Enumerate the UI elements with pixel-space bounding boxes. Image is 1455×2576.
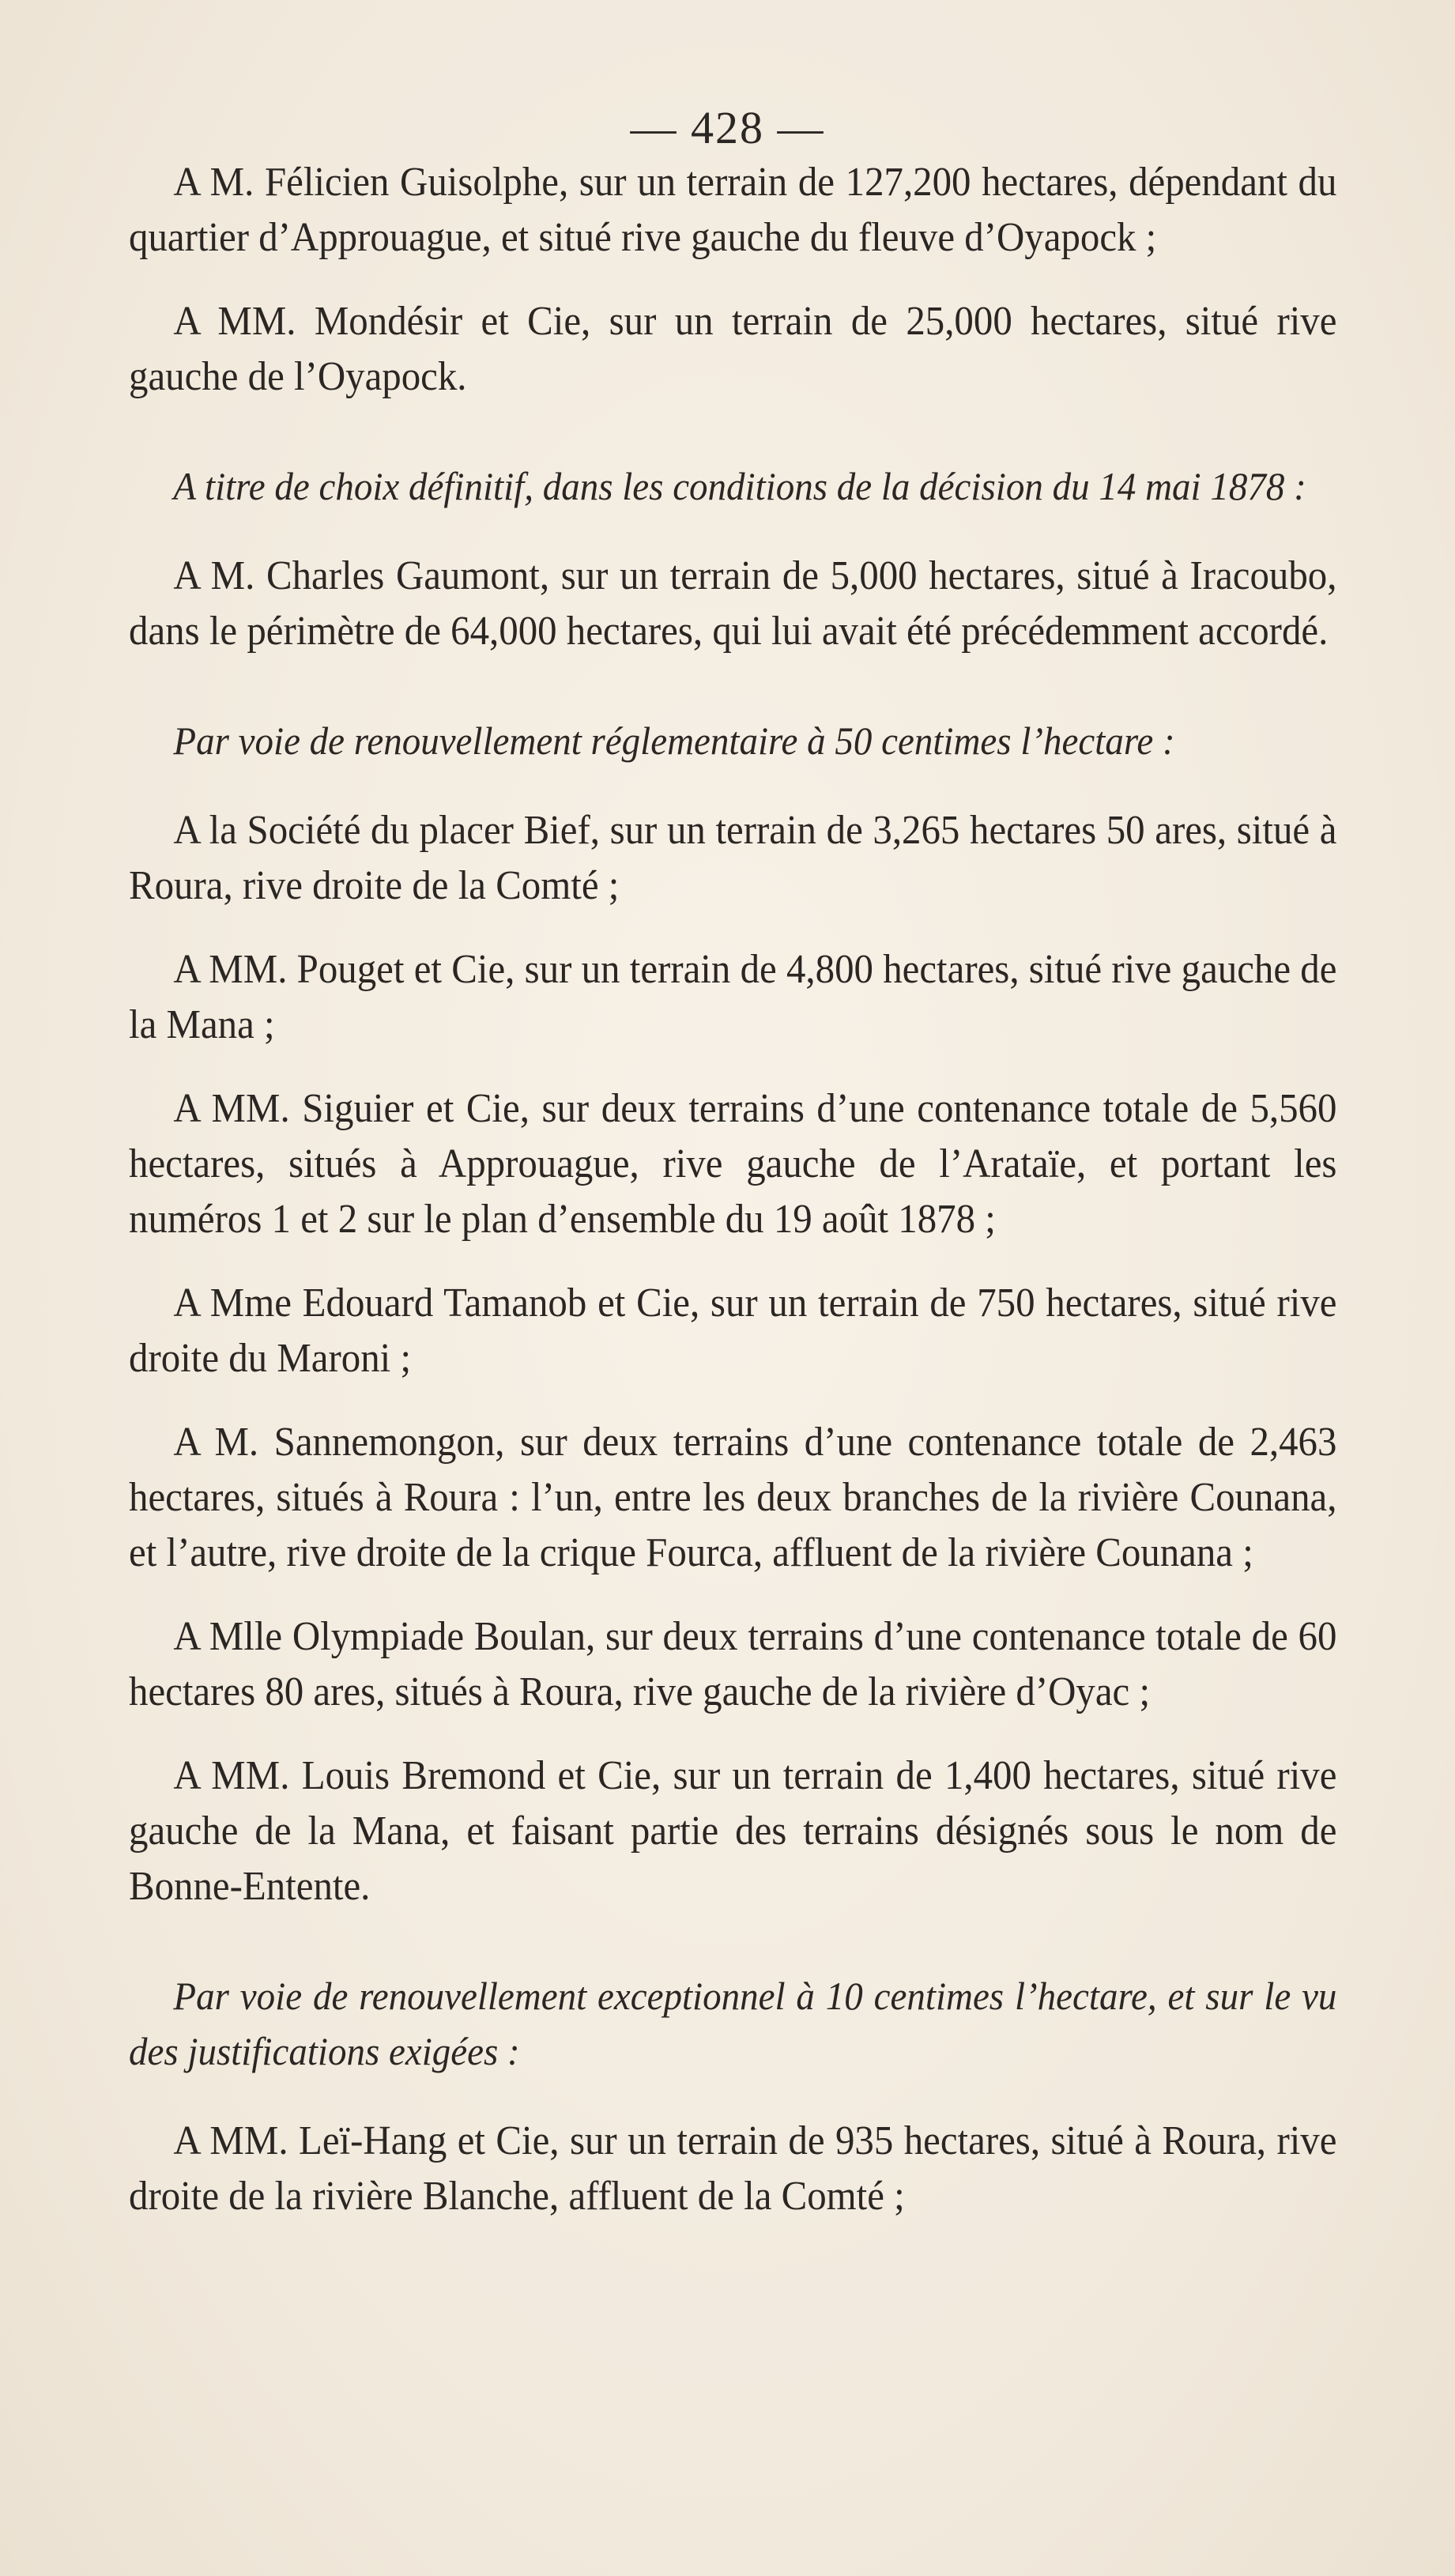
- paragraph-lei-hang: A MM. Leï-Hang et Cie, sur un terrain de 935 hectares, situé à Roura, rive droite de la rivière Blanche, affluent de la Comté ;: [129, 2118, 1337, 2219]
- text-body: [129, 155, 1336, 2253]
- paragraph-siguier: A MM. Siguier et Cie, sur deux terrains d’une contenance totale de 5,560 hectares, situés à Approuague, rive gauche de l’Arataïe, et portant les numéros 1 et 2 sur le plan d’ensemble du 19 août 1878 ;: [129, 1086, 1337, 1242]
- paragraph-guisolphe: A M. Félicien Guisolphe, sur un terrain de 127,200 hectares, dépendant du quartier d’Approuague, et situé rive gauche du fleuve d’Oyapock ;: [129, 160, 1337, 260]
- paragraph-pouget: A MM. Pouget et Cie, sur un terrain de 4,800 hectares, situé rive gauche de la Mana ;: [129, 947, 1337, 1047]
- paragraph-boulan: A Mlle Olympiade Boulan, sur deux terrains d’une contenance totale de 60 hectares 80 ares, situés à Roura, rive gauche de la rivière d’Oyac ;: [129, 1614, 1337, 1714]
- paragraph-placer-bief: A la Société du placer Bief, sur un terrain de 3,265 hectares 50 ares, situé à Roura, rive droite de la Comté ;: [129, 808, 1337, 908]
- paragraph-mondesir: A MM. Mondésir et Cie, sur un terrain de 25,000 hectares, situé rive gauche de l’Oyapock.: [129, 299, 1337, 399]
- section-heading-choix-definitif: A titre de choix définitif, dans les conditions de la décision du 14 mai 1878 :: [173, 464, 1306, 508]
- page-number: — 428 —: [630, 102, 825, 153]
- paragraph-sannemongon: A M. Sannemongon, sur deux terrains d’une contenance totale de 2,463 hectares, situés à Roura : l’un, entre les deux branches de la rivière Counana, et l’autre, rive droite de la crique Fourca, affluent de la rivière Counana ;: [129, 1420, 1337, 1575]
- paragraph-tamanob: A Mme Edouard Tamanob et Cie, sur un terrain de 750 hectares, situé rive droite du Maroni ;: [129, 1280, 1337, 1381]
- section-heading-renouvellement-exceptionnel: Par voie de renouvellement exceptionnel à 10 centimes l’hectare, et sur le vu des justifications exigées :: [129, 1974, 1337, 2073]
- paragraph-bremond: A MM. Louis Bremond et Cie, sur un terrain de 1,400 hectares, situé rive gauche de la Mana, et faisant partie des terrains désignés sous le nom de Bonne-Entente.: [129, 1753, 1337, 1909]
- section-heading-renouvellement-reglementaire: Par voie de renouvellement réglementaire à 50 centimes l’hectare :: [173, 718, 1175, 763]
- paragraph-gaumont: A M. Charles Gaumont, sur un terrain de 5,000 hectares, situé à Iracoubo, dans le périmètre de 64,000 hectares, qui lui avait été précédemment accordé.: [129, 553, 1337, 654]
